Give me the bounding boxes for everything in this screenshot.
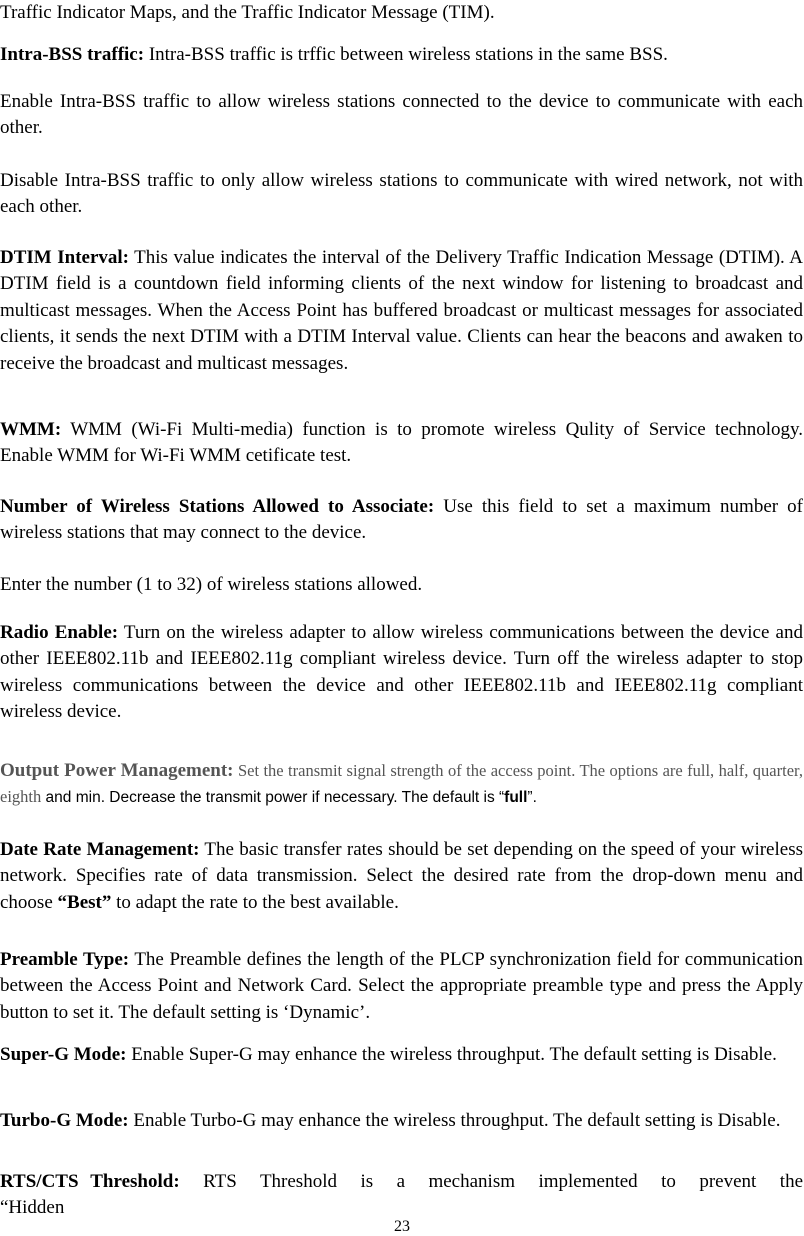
stations-text: Use this field to set a maximum number of wireless stations that may connect to the device. <box>0 496 803 544</box>
intra-enable-text: Enable Intra-BSS traffic to allow wireless stations connected to the device to communicate with each other. <box>0 91 803 139</box>
paragraph-intra-enable <box>0 89 803 142</box>
intra-disable-text: Disable Intra-BSS traffic to only allow wireless stations to communicate with wired network, not with each other. <box>0 170 803 218</box>
paragraph-stations <box>0 494 803 547</box>
paragraph-intra-bss <box>0 42 803 68</box>
paragraph-turbo-g <box>0 1108 790 1134</box>
superg-title: Super-G Mode: <box>0 1044 127 1065</box>
rts-text: RTS Threshold is a mechanism implemented to prevent the “Hidden <box>0 1171 803 1219</box>
paragraph-dtim <box>0 245 803 377</box>
wmm-title: WMM: <box>0 419 62 440</box>
paragraph-wmm <box>0 417 803 470</box>
paragraph-super-g <box>0 1042 790 1068</box>
preamble-text: The Preamble defines the length of the PLCP synchronization field for communication between the Access Point and Network Card. Select the appropriate preamble type and press the Apply button to set it. The default setting is ‘Dynamic’. <box>0 949 803 1023</box>
paragraph-intra-disable <box>0 168 803 221</box>
power-text-c: ”. <box>527 789 537 807</box>
stations-title: Number of Wireless Stations Allowed to Associate: <box>0 496 435 517</box>
paragraph-tim-continuation <box>0 0 803 26</box>
intra-bss-text: Intra-BSS traffic is trffic between wireless stations in the same BSS. <box>144 44 668 65</box>
rate-best: “Best” <box>57 891 112 913</box>
paragraph-rts-cts <box>0 1169 803 1222</box>
rts-title: RTS/CTS Threshold: <box>0 1171 180 1192</box>
stations-range-text: Enter the number (1 to 32) of wireless stations allowed. <box>0 574 423 595</box>
radio-title: Radio Enable: <box>0 622 119 643</box>
superg-text: Enable Super-G may enhance the wireless throughput. The default setting is Disable. <box>126 1044 777 1065</box>
tim-text: Traffic Indicator Maps, and the Traffic Indicator Message (TIM). <box>0 2 495 23</box>
radio-text: Turn on the wireless adapter to allow wireless communications between the device and other IEEE802.11b and IEEE802.11g compliant wireless device. Turn off the wireless adapter to stop wireless communications between the device and other IEEE802.11b and IEEE802.11g compliant wireless device. <box>0 622 803 723</box>
paragraph-output-power <box>0 758 803 812</box>
paragraph-radio-enable <box>0 620 803 726</box>
power-text-a: Set the transmit signal strength of the access point. The options are full, half, quarter, eighth <box>0 761 803 807</box>
dtim-title: DTIM Interval: <box>0 247 129 268</box>
paragraph-data-rate <box>0 837 803 916</box>
rate-text-b: to adapt the rate to the best available. <box>111 891 399 913</box>
turbog-title: Turbo-G Mode: <box>0 1110 129 1131</box>
power-title: Output Power Management: <box>0 760 234 781</box>
paragraph-preamble <box>0 947 803 1026</box>
dtim-text: This value indicates the interval of the Delivery Traffic Indication Message (DTIM). A DTIM field is a countdown field informing clients of the next window for listening to broadcast and multicast messages. When the Access Point has buffered broadcast or multicast messages for associated clients, it sends the next DTIM with a DTIM Interval value. Clients can hear the beacons and awaken to receive the broadcast and multicast messages. <box>0 247 803 374</box>
wmm-text: WMM (Wi-Fi Multi-media) function is to promote wireless Qulity of Service technology. Enable WMM for Wi-Fi WMM cetificate test. <box>0 419 803 467</box>
preamble-title: Preamble Type: <box>0 949 130 970</box>
intra-bss-title: Intra-BSS traffic: <box>0 44 145 65</box>
power-text-b: and min. Decrease the transmit power if necessary. The default is “ <box>41 789 505 807</box>
rate-text-a: The basic transfer rates should be set depending on the speed of your wireless network. Specifies rate of data transmission. Select the desired rate from the drop-down menu and choose <box>0 839 803 913</box>
rate-title: Date Rate Management: <box>0 839 200 860</box>
page-number: 23 <box>394 1218 410 1235</box>
power-default-full: full <box>504 789 528 807</box>
paragraph-stations-range <box>0 572 803 598</box>
turbog-text: Enable Turbo-G may enhance the wireless throughput. The default setting is Disable. <box>128 1110 781 1131</box>
